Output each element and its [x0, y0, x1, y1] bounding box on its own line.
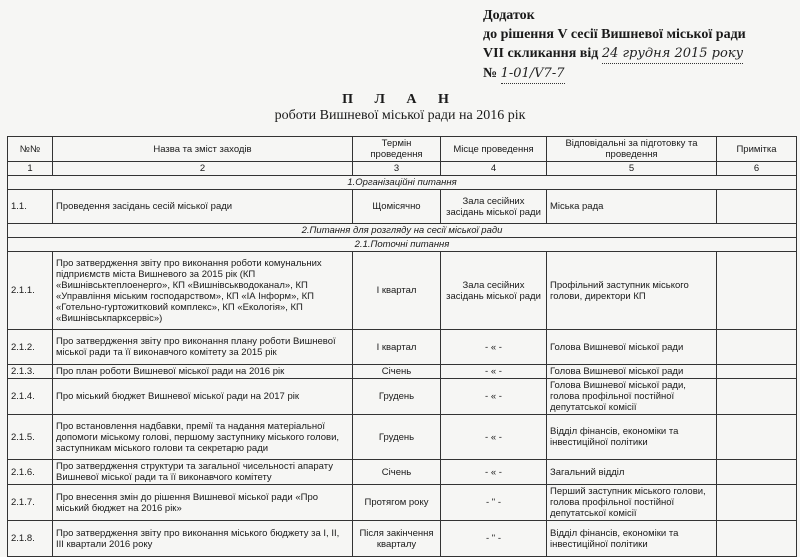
table-row: [8, 485, 797, 521]
col-note-header: Примітка: [717, 137, 797, 162]
row-note: [717, 460, 797, 485]
row-note: [717, 521, 797, 557]
row-term: Січень: [353, 365, 441, 379]
table-row: [8, 379, 797, 415]
section-title: 1.Організаційні питання: [8, 176, 797, 190]
row-place: Зала сесійних засідань міської ради: [441, 252, 547, 330]
section-row: [8, 176, 797, 190]
row-place: - « -: [441, 460, 547, 485]
row-place: - « -: [441, 365, 547, 379]
col-num-cell: 5: [547, 162, 717, 176]
row-number: 2.1.7.: [8, 485, 53, 521]
row-place: - " -: [441, 485, 547, 521]
row-name: Про план роботи Вишневої міської ради на 2016 рік: [53, 365, 353, 379]
row-responsible: Голова Вишневої міської ради, голова профільної постійної депутатської комісії: [547, 379, 717, 415]
table-row: [8, 365, 797, 379]
row-name: Про затвердження звіту про виконання роботи комунальних підприємств міста Вишневого за 2015 рік (КП «Вишнівськтеплоенерго», КП «Вишнівськводоканал», КП «Управління міським господарством», КП «ІА Інформ», КП «Готельно-гуртожитковий комплекс», КП «Екологія», КП «Вишнівськпарксервіс»): [53, 252, 353, 330]
convocation-text: VII скликання від: [483, 46, 599, 61]
section-title: 2.Питання для розгляду на сесії міської ради: [8, 224, 797, 238]
col-name-header: Назва та зміст заходів: [53, 137, 353, 162]
col-num-cell: 2: [53, 162, 353, 176]
row-note: [717, 415, 797, 460]
row-number: 2.1.8.: [8, 521, 53, 557]
section-row: [8, 224, 797, 238]
column-numbers-row: [8, 162, 797, 176]
handwritten-date: 24 грудня 2015 року: [602, 44, 743, 64]
row-number: 2.1.4.: [8, 379, 53, 415]
row-name: Про затвердження звіту про виконання міського бюджету за I, II, III квартали 2016 року: [53, 521, 353, 557]
row-number: 1.1.: [8, 190, 53, 224]
table-row: [8, 521, 797, 557]
col-term-header: Термін проведення: [353, 137, 441, 162]
col-num-cell: 1: [8, 162, 53, 176]
row-term: Щомісячно: [353, 190, 441, 224]
table-header-row: [8, 137, 797, 162]
row-responsible: Голова Вишневої міської ради: [547, 365, 717, 379]
table-row: [8, 252, 797, 330]
row-place: - " -: [441, 521, 547, 557]
row-note: [717, 330, 797, 365]
table-row: [8, 415, 797, 460]
row-responsible: Відділ фінансів, економіки та інвестиційної політики: [547, 521, 717, 557]
table-row: [8, 190, 797, 224]
col-num-cell: 3: [353, 162, 441, 176]
subsection-title: 2.1.Поточні питання: [8, 238, 797, 252]
row-term: Після закінчення кварталу: [353, 521, 441, 557]
plan-title: П Л А Н: [342, 92, 458, 107]
table-row: [8, 460, 797, 485]
row-number: 2.1.2.: [8, 330, 53, 365]
col-num-cell: 4: [441, 162, 547, 176]
row-term: Січень: [353, 460, 441, 485]
row-responsible: Перший заступник міського голови, голова профільної постійної депутатської комісії: [547, 485, 717, 521]
row-name: Про затвердження структури та загальної чисельності апарату Вишневої міської ради та її виконавчого комітету: [53, 460, 353, 485]
row-note: [717, 485, 797, 521]
row-term: І квартал: [353, 252, 441, 330]
row-number: 2.1.5.: [8, 415, 53, 460]
row-name: Проведення засідань сесій міської ради: [53, 190, 353, 224]
row-term: Грудень: [353, 379, 441, 415]
col-place-header: Місце проведення: [441, 137, 547, 162]
row-place: Зала сесійних засідань міської ради: [441, 190, 547, 224]
col-number-header: №№: [8, 137, 53, 162]
row-term: Протягом року: [353, 485, 441, 521]
row-responsible: Профільний заступник міського голови, директори КП: [547, 252, 717, 330]
row-responsible: Загальний відділ: [547, 460, 717, 485]
row-note: [717, 365, 797, 379]
row-name: Про внесення змін до рішення Вишневої міської ради «Про міський бюджет на 2016 рік»: [53, 485, 353, 521]
row-place: - « -: [441, 415, 547, 460]
row-note: [717, 252, 797, 330]
row-term: Грудень: [353, 415, 441, 460]
row-place: - « -: [441, 330, 547, 365]
row-note: [717, 190, 797, 224]
appendix-header: [483, 6, 746, 84]
row-responsible: Голова Вишневої міської ради: [547, 330, 717, 365]
handwritten-number: 1-01/V7-7: [501, 64, 565, 84]
row-name: Про затвердження звіту про виконання плану роботи Вишневої міської ради та її виконавчого комітету за 2015 рік: [53, 330, 353, 365]
decision-line: до рішення V сесії Вишневої міської ради: [483, 27, 746, 42]
row-responsible: Відділ фінансів, економіки та інвестиційної політики: [547, 415, 717, 460]
row-place: - « -: [441, 379, 547, 415]
row-number: 2.1.6.: [8, 460, 53, 485]
row-term: І квартал: [353, 330, 441, 365]
plan-table: [7, 136, 797, 557]
row-note: [717, 379, 797, 415]
col-num-cell: 6: [717, 162, 797, 176]
subsection-row: [8, 238, 797, 252]
row-name: Про встановлення надбавки, премії та надання матеріальної допомоги міському голові, першому заступнику міського голови, заступникам міського голови та секретарю ради: [53, 415, 353, 460]
row-number: 2.1.1.: [8, 252, 53, 330]
table-row: [8, 330, 797, 365]
row-name: Про міський бюджет Вишневої міської ради на 2017 рік: [53, 379, 353, 415]
col-responsible-header: Відповідальні за підготовку та проведення: [547, 137, 717, 162]
row-number: 2.1.3.: [8, 365, 53, 379]
plan-subtitle: роботи Вишневої міської ради на 2016 рік: [274, 108, 526, 123]
row-responsible: Міська рада: [547, 190, 717, 224]
number-sign: №: [483, 66, 498, 81]
appendix-label: Додаток: [483, 8, 535, 23]
